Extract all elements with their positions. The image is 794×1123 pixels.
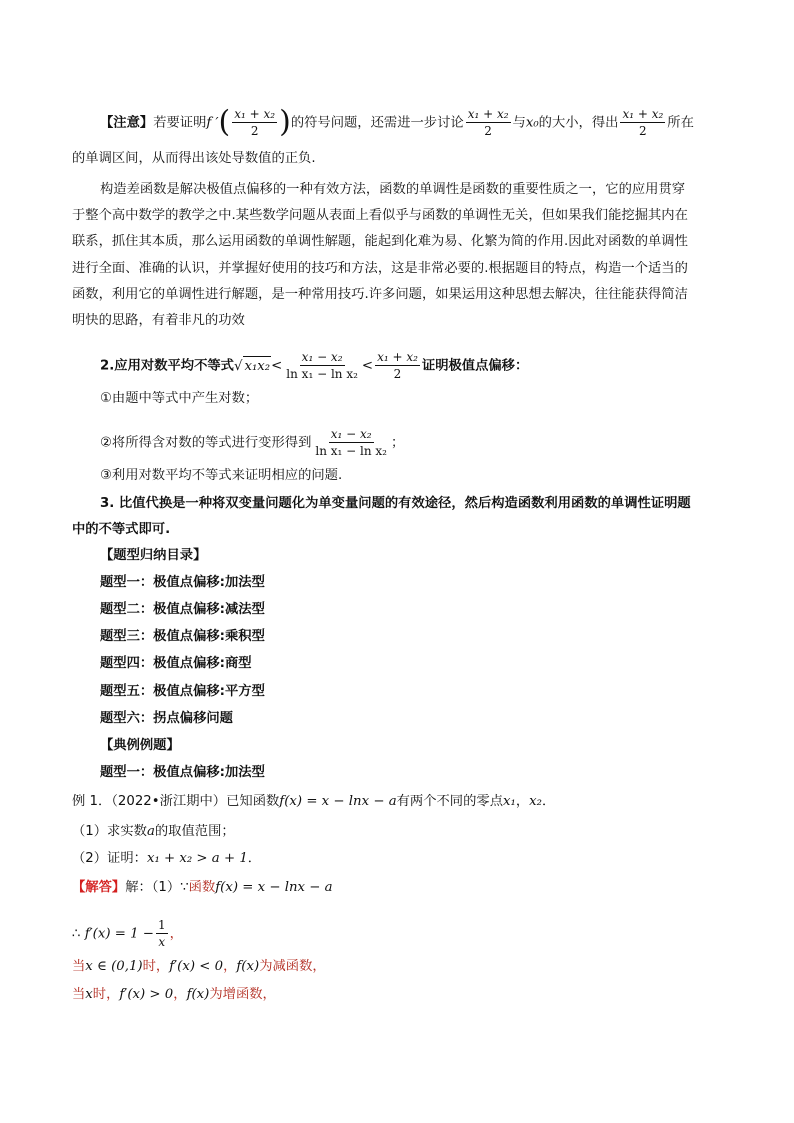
note-fraction-2: $\frac{\text{x₁ + x₂}}{2}$: [467, 107, 509, 138]
note-fraction-1: $\frac{\text{x₁ + x₂}}{2}$: [234, 107, 276, 138]
note-text-a: 若要证明: [153, 115, 207, 131]
example-1-function: f(x) = x − lnx − a: [279, 794, 397, 809]
solution-label: 【解答】: [72, 880, 126, 895]
catalog-item-2: 题型二：极值点偏移:减法型: [100, 602, 265, 617]
paragraph-line-3: 联系，抓住其本质，那么运用函数的单调性解题，能起到化难为易、化繁为简的作用.因此对函数的单调性: [72, 234, 688, 249]
section-2-heading: [100, 350, 528, 381]
catalog-item-5: 题型五：极值点偏移:平方型: [100, 684, 265, 699]
note-fprime: f ′: [206, 115, 219, 131]
example-type-1: 题型一：极值点偏移:加法型: [100, 765, 265, 780]
derivative-fraction: $\frac{1}{x}$: [157, 918, 166, 949]
solution-line-1: 【解答】解：（1）∵函数f(x) = x − lnx − a: [72, 880, 333, 895]
step-3: ③利用对数平均不等式来证明相应的问题.: [100, 468, 343, 483]
note-fraction-3: $\frac{\text{x₁ + x₂}}{2}$: [622, 107, 664, 138]
catalog-item-4: 题型四：极值点偏移:商型: [100, 656, 252, 671]
example-1-question-2: （2）证明：x₁ + x₂ > a + 1．: [72, 851, 262, 866]
solution-case-1: 当x ∈ (0,1)时，f′(x) < 0，f(x)为减函数，: [72, 959, 326, 974]
solution-case-2: 当x时，f′(x) > 0，f(x)为增函数，: [72, 987, 276, 1002]
log-mean-fraction: $\frac{\text{x₁ − x₂}}{\text{ln x₁ − ln x₂}}$: [286, 350, 358, 381]
note-text-e: 所在: [667, 115, 694, 131]
section-3-line-2: 中的不等式即可.: [72, 522, 171, 537]
note-text-d: 的大小，得出: [538, 115, 619, 131]
catalog-item-1: 题型一：极值点偏移:加法型: [100, 575, 265, 590]
section-2-prefix: 2.应用对数平均不等式: [100, 358, 234, 374]
example-1-question-1: （1）求实数a的取值范围；: [72, 824, 235, 839]
paragraph-line-1: 构造差函数是解决极值点偏移的一种有效方法，函数的单调性是函数的重要性质之一，它的应用贯穿: [100, 182, 686, 197]
note-text-c: 与: [512, 115, 526, 131]
section-3-line-1: 3. 比值代换是一种将双变量问题化为单变量问题的有效途径，然后构造函数利用函数的单调性证明题: [100, 496, 691, 511]
paragraph-line-5: 函数，利用它的单调性进行解题，是一种常用技巧.许多问题，如果运用这种思想去解决，往往能获得简洁: [72, 287, 688, 302]
note-x0: x₀: [525, 115, 539, 131]
catalog-item-6: 题型六：拐点偏移问题: [100, 711, 233, 726]
note-label: 【注意】: [100, 115, 154, 131]
sqrt-expression: √ x₁x₂: [234, 359, 271, 374]
note-line-1: [100, 104, 694, 140]
paragraph-line-4: 进行全面、准确的认识，并掌握好使用的技巧和方法，这是非常必要的.根据题目的特点，构造一个适当的: [72, 261, 688, 276]
step-1: ①由题中等式中产生对数；: [100, 391, 259, 406]
note-text-b: 的符号问题，还需进一步讨论: [290, 115, 464, 131]
step-2: ②将所得含对数的等式进行变形得到 $\frac{\text{x₁ − x₂}}{\text{ln x₁ − ln x₂}}$ ；: [100, 427, 405, 458]
paragraph-line-2: 于整个高中数学的教学之中.某些数学问题从表面上看似乎与函数的单调性无关，但如果我们能挖掘其内在: [72, 208, 688, 223]
catalog-heading: 【题型归纳目录】: [100, 548, 207, 563]
examples-heading: 【典例例题】: [100, 738, 180, 753]
step-2-fraction: $\frac{\text{x₁ − x₂}}{\text{ln x₁ − ln x₂}}$: [315, 427, 387, 458]
solution-derivative: ∴ f′(x) = 1 − $\frac{1}{x}$ ，: [72, 918, 183, 949]
section-2-suffix: 证明极值点偏移：: [421, 358, 529, 374]
paragraph-line-6: 明快的思路，有着非凡的功效: [72, 313, 245, 328]
arith-mean-fraction: $\frac{\text{x₁ + x₂}}{2}$: [377, 350, 418, 381]
lt-2: <: [361, 358, 374, 374]
example-1-statement: 例 1．（2022•浙江期中）已知函数f(x) = x − lnx − a有两个不同的零点x₁，x₂．: [72, 794, 556, 809]
lt-1: <: [271, 358, 283, 374]
note-line-2: 的单调区间，从而得出该处导数值的正负.: [72, 151, 316, 166]
left-paren: (: [218, 104, 231, 140]
catalog-item-3: 题型三：极值点偏移:乘积型: [100, 629, 265, 644]
right-paren: ): [279, 104, 291, 140]
